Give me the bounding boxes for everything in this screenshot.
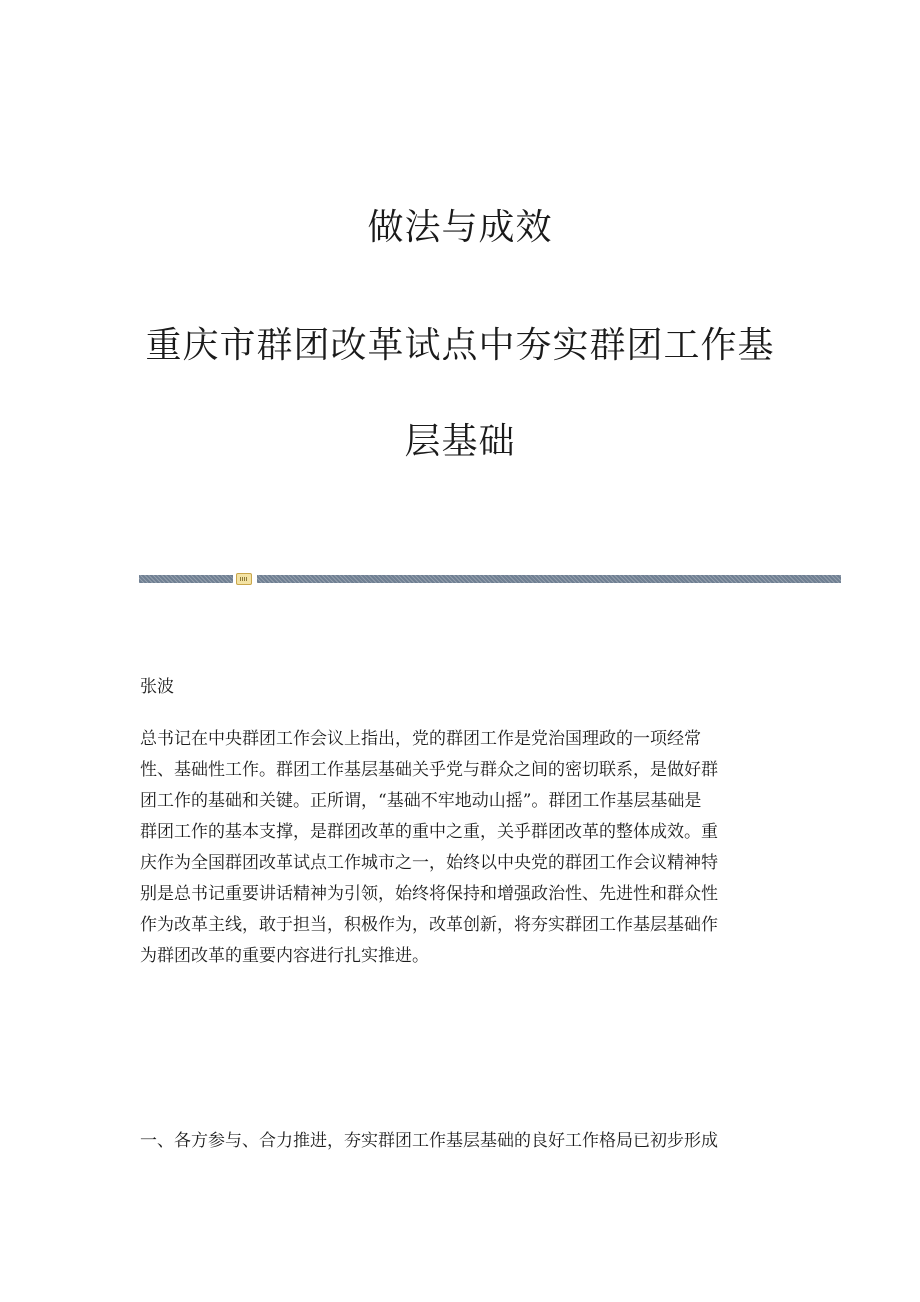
paragraph-line: 为群团改革的重要内容进行扎实推进。: [140, 946, 429, 966]
body-paragraph: [140, 724, 780, 972]
divider-bar-right: [257, 575, 841, 583]
divider-bar-left: [139, 575, 233, 583]
author-name: 张波: [140, 677, 174, 697]
decorative-divider: [139, 573, 841, 583]
document-title-line-2: 重庆市群团改革试点中夯实群团工作基: [145, 325, 775, 366]
document-title-line-1: 做法与成效: [367, 207, 553, 248]
paragraph-line: 别是总书记重要讲话精神为引领，始终将保持和增强政治性、先进性和群众性: [140, 884, 718, 904]
paragraph-line: 总书记在中央群团工作会议上指出，党的群团工作是党治国理政的一项经常: [140, 729, 701, 749]
paragraph-line: 性、基础性工作。群团工作基层基础关乎党与群众之间的密切联系，是做好群: [140, 760, 718, 780]
divider-ornament-icon: [236, 573, 252, 585]
document-title-line-3: 层基础: [404, 421, 516, 462]
paragraph-line: 团工作的基础和关键。正所谓，“基础不牢地动山摇”。群团工作基层基础是: [140, 791, 702, 811]
paragraph-line: 作为改革主线，敢于担当，积极作为，改革创新，将夯实群团工作基层基础作: [140, 915, 718, 935]
section-heading: 一、各方参与、合力推进，夯实群团工作基层基础的良好工作格局已初步形成: [140, 1131, 718, 1151]
paragraph-line: 庆作为全国群团改革试点工作城市之一，始终以中央党的群团工作会议精神特: [140, 853, 718, 873]
paragraph-line: 群团工作的基本支撑，是群团改革的重中之重，关乎群团改革的整体成效。重: [140, 822, 718, 842]
